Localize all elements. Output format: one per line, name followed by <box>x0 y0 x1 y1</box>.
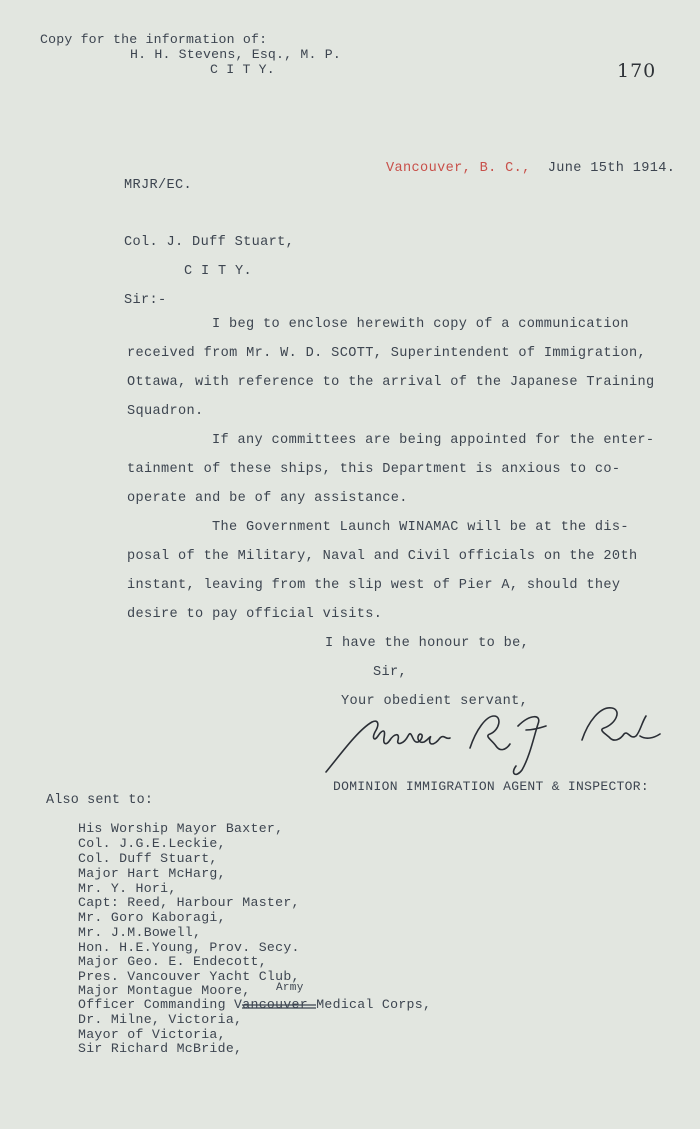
handwritten-signature <box>320 700 665 782</box>
body-line: The Government Launch WINAMAC will be at the dis- <box>212 520 629 535</box>
dateline <box>352 146 675 191</box>
dateline-place: Vancouver, B. C., <box>386 161 531 176</box>
list-item: Mr. Y. Hori, <box>78 881 177 896</box>
closing-line-2: Sir, <box>373 665 408 680</box>
list-item: Hon. H.E.Young, Prov. Secy. <box>78 940 300 955</box>
body-line: Ottawa, with reference to the arrival of the Japanese Training <box>127 375 655 390</box>
folio-number: 170 <box>617 60 657 82</box>
list-item: Col. Duff Stuart, <box>78 851 218 866</box>
body-line: instant, leaving from the slip west of Pier A, should they <box>127 578 621 593</box>
list-item: Mr. Goro Kaboragi, <box>78 910 226 925</box>
closing-line-3: Your obedient servant, <box>341 694 529 709</box>
list-item: His Worship Mayor Baxter, <box>78 821 284 836</box>
addressee-city: C I T Y. <box>184 264 253 279</box>
signature-title: DOMINION IMMIGRATION AGENT & INSPECTOR: <box>333 779 649 794</box>
body-line: tainment of these ships, this Department is anxious to co- <box>127 462 621 477</box>
list-item: Major Geo. E. Endecott, <box>78 954 267 969</box>
reference-initials: MRJR/EC. <box>124 178 193 193</box>
dateline-date: June 15th 1914. <box>547 161 676 176</box>
closing-line-1: I have the honour to be, <box>325 636 530 651</box>
list-item: Mr. J.M.Bowell, <box>78 925 202 940</box>
overstrike-mark <box>240 997 320 1013</box>
body-line: operate and be of any assistance. <box>127 491 408 506</box>
list-item: Pres. Vancouver Yacht Club, <box>78 969 300 984</box>
handwritten-insert-army: Army <box>276 982 304 994</box>
body-line: Squadron. <box>127 404 204 419</box>
list-item: Major Hart McHarg, <box>78 866 226 881</box>
copy-recipient-name: H. H. Stevens, Esq., M. P. <box>130 47 341 62</box>
list-item: Officer Commanding Vancouver Medical Corps, <box>78 997 432 1012</box>
list-item: Mayor of Victoria, <box>78 1027 226 1042</box>
list-item: Sir Richard McBride, <box>78 1041 243 1056</box>
body-line: received from Mr. W. D. SCOTT, Superintendent of Immigration, <box>127 346 646 361</box>
also-sent-heading: Also sent to: <box>46 793 154 808</box>
salutation: Sir:- <box>124 293 167 308</box>
list-item: Dr. Milne, Victoria, <box>78 1012 243 1027</box>
addressee-name: Col. J. Duff Stuart, <box>124 235 295 250</box>
list-item: Major Montague Moore, <box>78 983 251 998</box>
list-item: Col. J.G.E.Leckie, <box>78 836 226 851</box>
list-item: Capt: Reed, Harbour Master, <box>78 895 300 910</box>
copy-recipient-city: C I T Y. <box>210 62 275 77</box>
body-line: desire to pay official visits. <box>127 607 383 622</box>
body-line: If any committees are being appointed for the enter- <box>212 433 655 448</box>
body-line: I beg to enclose herewith copy of a communication <box>212 317 629 332</box>
copy-for-line: Copy for the information of: <box>40 32 268 47</box>
body-line: posal of the Military, Naval and Civil officials on the 20th <box>127 549 638 564</box>
